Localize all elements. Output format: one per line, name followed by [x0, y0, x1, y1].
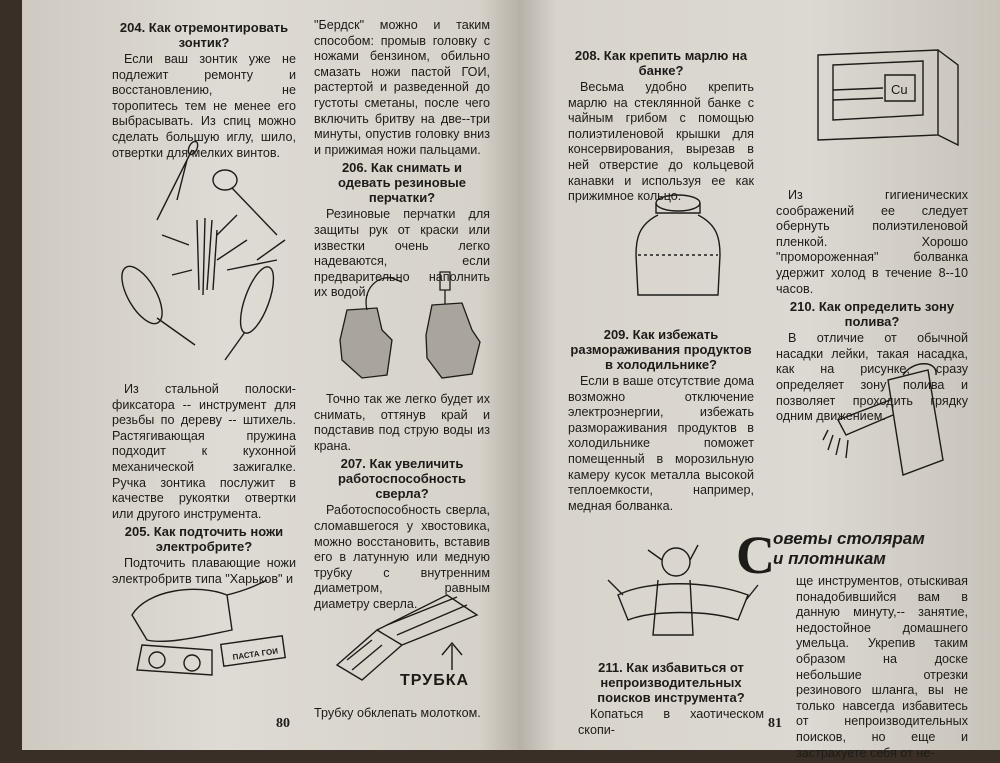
section-heading: 204. Как отремонтировать зонтик? [119, 20, 289, 50]
right-col1-bottom [568, 325, 754, 516]
paragraph: Работоспособность сверла, сломавшегося у хвостовика, можно восстановить, вставив его в латунную или медную трубку с внутренним диаметром, равным диаметру сверла. [314, 503, 490, 611]
paragraph: Из стальной полоски-фиксатора -- инструмент для резьбы по дереву -- штихель. Растягивающая пружина подходит к кухонной механической зажигалке. Ручка зонтика послужит в качестве рукоятки отвертки или другого инструмента. [112, 382, 296, 521]
left-col2-bottom [314, 392, 490, 615]
right-col1 [568, 46, 754, 207]
paragraph: Если ваш зонтик уже не подлежит ремонту и восстановлению, не торопитесь тем не менее его выбрасывать. Из спиц можно сделать большую иглу, шило, отвертки для мелких винтов. [112, 52, 296, 160]
left-page [22, 0, 518, 750]
paragraph: Если в ваше отсутствие дома возможно отключение электроэнергии, избежать размораживания продуктов в холодильнике поможет помещенный в морозильную камеру кусок металла высокой теплоемкости, например, медная болванка. [568, 374, 754, 513]
electric-shaver-illustration [117, 575, 297, 685]
paragraph: Из гигиенических соображений ее следует обернуть полиэтиленовой пленкой. Хорошо "промороженная" болванка удержит холод в течение 8--10 часов. [776, 188, 968, 296]
right-page [518, 0, 1000, 760]
paragraph: Подточить плавающие ножи электробритв типа "Харьков" и [112, 556, 296, 586]
section-title-line2: и плотникам [773, 549, 886, 568]
section-heading: 209. Как избежать размораживания продуктов в холодильнике? [570, 327, 752, 372]
carpenter-with-saw-illustration [598, 540, 768, 650]
section-drop-cap: С [736, 525, 775, 585]
heading-211-text: 211. Как избавиться от непроизводительных поисков инструмента? [597, 660, 745, 705]
paragraph: "Бердск" можно и таким способом: промыв головку с ножами бензином, обильно смазать ножи пастой ГОИ, растертой и разведенной до густоты сметаны, после чего включить бритву на две--три минуты, опустив головку вниз и прижимая ножи пальцами. [314, 18, 490, 157]
fridge-copper-block-illustration [813, 45, 963, 150]
rubber-gloves-illustration [322, 270, 492, 380]
section-heading: 210. Как определить зону полива? [789, 299, 955, 330]
section-heading: 207. Как увеличить работоспособность сверла? [337, 456, 467, 502]
drill-tube-illustration [327, 585, 497, 685]
paragraph: Резиновые перчатки для защиты рук от краски или известки очень легко надеваются, если предварительно наполнить их водой. [314, 207, 490, 300]
tube-label: ТРУБКА [400, 672, 470, 689]
section-heading: 205. Как подточить ножи электробрите? [124, 524, 284, 555]
left-bottom-line: Трубку обклепать молотком. [314, 706, 481, 720]
paragraph: В отличие от обычной насадки лейки, такая насадка, как на рисунке, сразу определяет зону полива и позволяет проходить грядку одним движением. [776, 331, 968, 424]
section-heading: 206. Как снимать и одевать резиновые перчатки? [337, 160, 466, 206]
right-page-number: 81 [768, 716, 782, 731]
last-line: Копаться в хаотическом скопи- [578, 707, 764, 737]
paragraph: ще инструментов, отыскивая понадобившийся вам в данную минуту,-- занятие, недостойное домашнего умельца. Укрепив таким образом на доске небольшие отрезки резинового шланга, вы не только навсегда избавитесь от непроизводительных поисков, но еще и застрахуете себя от не- [796, 574, 968, 760]
umbrella-tools-illustration [117, 140, 297, 370]
heading-211 [578, 658, 764, 740]
left-page-number: 80 [276, 716, 290, 731]
left-col1-bottom [112, 382, 296, 590]
copper-label: Cu [891, 82, 908, 97]
paste-label: ПАСТА ГОИ [232, 646, 279, 662]
jar-with-gauze-illustration [628, 185, 728, 305]
paragraph: Весьма удобно крепить марлю на стеклянной банке с чайным грибом с помощью полиэтиленовой крышки для консервирования, вырезав в ней отверстие до кольцевой канавки и используя ее как прижимное кольцо. [568, 80, 754, 204]
right-col2-bottom [796, 574, 968, 763]
left-col2 [314, 18, 490, 303]
watering-can-illustration [818, 360, 968, 490]
section-heading: 208. Как крепить марлю на банке? [574, 48, 748, 78]
section-title-line1: оветы столярам [773, 529, 925, 548]
paragraph: Точно так же легко будет их снимать, оттянув край и подставив под струю воды из крана. [314, 392, 490, 453]
